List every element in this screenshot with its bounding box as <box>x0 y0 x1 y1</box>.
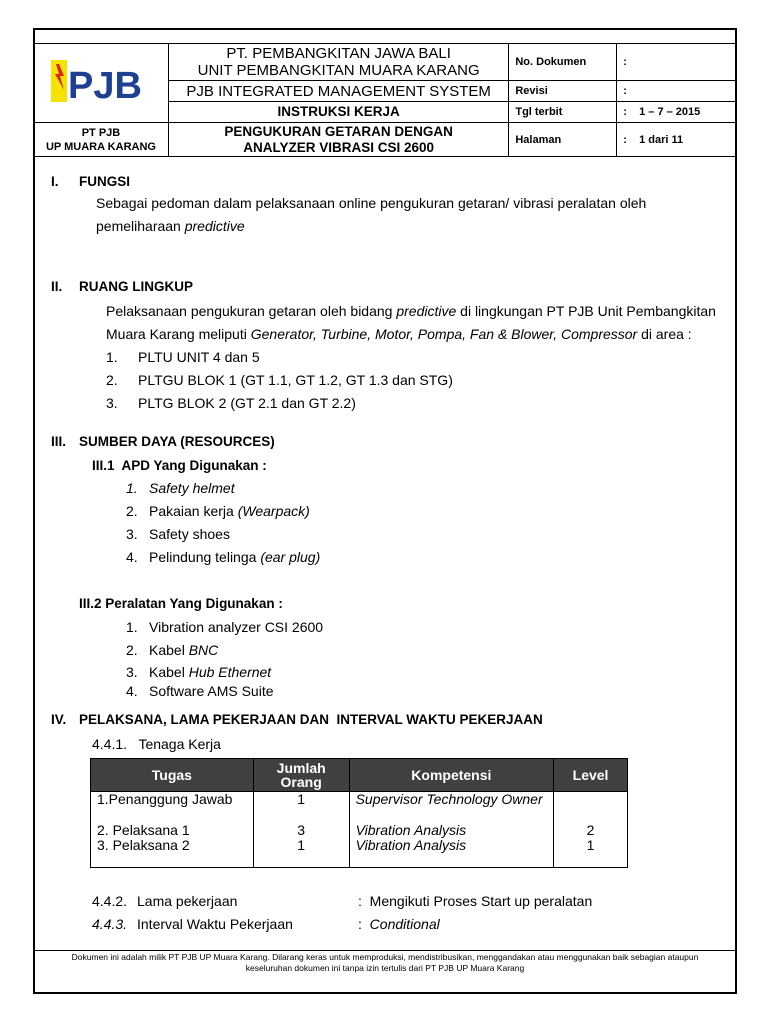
cell-level: 2 <box>554 823 628 838</box>
meta-label-revisi: Revisi <box>509 81 617 102</box>
tool-item-text: Vibration analyzer CSI 2600 <box>149 619 324 635</box>
text-run: : <box>358 916 370 932</box>
tool-item-text <box>149 664 271 680</box>
cell-level <box>554 792 628 823</box>
text-run-italic: Conditional <box>369 916 440 932</box>
text-run: di lingkungan PT PJB Unit Pembangkitan <box>456 303 716 319</box>
company-line2: UNIT PEMBANGKITAN MUARA KARANG <box>197 62 480 79</box>
logo-text: PJB <box>67 64 142 106</box>
title-line1: PENGUKURAN GETARAN DENGAN <box>224 123 453 139</box>
text-run-italic: Generator, Turbine, Motor, Pompa, Fan & Blower, Compressor <box>250 326 638 342</box>
section-2-text-line1 <box>106 303 716 319</box>
subsection-3-2-title: III.2 Peralatan Yang Digunakan : <box>79 596 283 611</box>
cell-kompetensi: Vibration Analysis <box>349 838 554 868</box>
interval-value <box>358 916 440 932</box>
text-run-italic: Hub Ethernet <box>188 664 272 680</box>
text-run: Kabel <box>149 664 189 680</box>
text-run-italic: BNC <box>188 642 219 658</box>
section-1-title: FUNGSI <box>79 174 131 189</box>
cell-tugas: 1.Penanggung Jawab <box>91 792 254 823</box>
section-3-title: SUMBER DAYA (RESOURCES) <box>79 434 275 449</box>
logo-cell <box>34 44 169 123</box>
cell-jumlah: 1 <box>253 792 349 823</box>
system-name: PJB INTEGRATED MANAGEMENT SYSTEM <box>168 81 508 102</box>
meta-label-halaman: Halaman <box>509 123 617 157</box>
section-2-number: II. <box>51 279 63 294</box>
text-run: Pelindung telinga <box>149 549 261 565</box>
subsection-4-4-1-title: 4.4.1. Tenaga Kerja <box>92 736 221 752</box>
tool-item-number: 2. <box>126 642 138 658</box>
table-row <box>91 838 628 868</box>
cell-level: 1 <box>554 838 628 868</box>
apd-item-text: Safety shoes <box>149 526 230 542</box>
meta-sep: : <box>623 56 627 68</box>
area-item-text: PLTGU BLOK 1 (GT 1.1, GT 1.2, GT 1.3 dan STG) <box>138 372 453 388</box>
table-header-row <box>91 759 628 792</box>
section-2-text-line2 <box>106 326 692 342</box>
column-header-kompetensi: Kompetensi <box>349 759 554 792</box>
section-1-text-line1: Sebagai pedoman dalam pelaksanaan online pengukuran getaran/ vibrasi peralatan oleh <box>96 195 647 211</box>
apd-item-number: 1. <box>126 480 138 496</box>
meta-value-no-dokumen <box>617 44 737 81</box>
meta-label-tgl-terbit: Tgl terbit <box>509 102 617 123</box>
text-run: Pakaian kerja <box>149 503 238 519</box>
text-run: Kabel <box>149 642 189 658</box>
interval-number: 4.4.3. <box>92 916 128 932</box>
document-header <box>33 43 737 157</box>
text-run: Muara Karang meliputi <box>106 326 251 342</box>
area-item-text: PLTU UNIT 4 dan 5 <box>138 349 260 365</box>
lama-pekerjaan-value: : Mengikuti Proses Start up peralatan <box>358 893 593 909</box>
meta-value: 1 – 7 – 2015 <box>639 106 701 118</box>
text-run-italic: (Wearpack) <box>237 503 310 519</box>
footer-line1: Dokumen ini adalah milik PT PJB UP Muara Karang. Dilarang keras untuk memproduksi, mendistribusikan, menggandakan atau menggunakan baik sebagian ataupun <box>71 952 699 962</box>
apd-item-text <box>149 549 320 565</box>
apd-item-text: Safety helmet <box>149 480 235 496</box>
apd-item-text <box>149 503 310 519</box>
footer-line2: keseluruhan dokumen ini tanpa izin tertulis dari PT PJB UP Muara Karang <box>245 963 525 973</box>
doc-type: INSTRUKSI KERJA <box>168 102 508 123</box>
meta-value: 1 dari 11 <box>639 133 684 146</box>
text-run-italic: (ear plug) <box>260 549 321 565</box>
footer-divider <box>33 950 737 951</box>
text-run-italic: predictive <box>184 218 245 234</box>
apd-item-number: 4. <box>126 549 138 565</box>
tool-item-text: Software AMS Suite <box>149 683 274 699</box>
section-1-text-line2 <box>96 218 245 234</box>
lama-pekerjaan-number: 4.4.2. <box>92 893 128 909</box>
section-4-title: PELAKSANA, LAMA PEKERJAAN DAN INTERVAL WAKTU PEKERJAAN <box>79 712 543 727</box>
subsection-3-1-title: III.1 APD Yang Digunakan : <box>92 458 267 473</box>
meta-label-no-dokumen: No. Dokumen <box>509 44 617 81</box>
document-title-cell <box>168 123 508 157</box>
cell-tugas: 2. Pelaksana 1 <box>91 823 254 838</box>
lama-pekerjaan-label: Lama pekerjaan <box>137 893 238 909</box>
table-row <box>91 792 628 823</box>
apd-item-number: 2. <box>126 503 138 519</box>
section-3-number: III. <box>51 434 67 449</box>
meta-sep: : <box>623 85 627 97</box>
interval-label: Interval Waktu Pekerjaan <box>137 916 293 932</box>
title-line2: ANALYZER VIBRASI CSI 2600 <box>243 139 435 155</box>
meta-sep: : <box>623 133 627 146</box>
cell-jumlah: 3 <box>253 823 349 838</box>
text-run: di area : <box>637 326 692 342</box>
apd-item-number: 3. <box>126 526 138 542</box>
section-2-title: RUANG LINGKUP <box>79 279 193 294</box>
unit-cell <box>34 123 169 157</box>
tool-item-number: 1. <box>126 619 138 635</box>
column-header-jumlah-orang: Jumlah Orang <box>253 759 349 792</box>
tool-item-number: 3. <box>126 664 138 680</box>
pjb-logo <box>49 56 153 106</box>
cell-kompetensi: Supervisor Technology Owner <box>349 792 554 823</box>
company-name-cell <box>168 44 508 81</box>
cell-tugas: 3. Pelaksana 2 <box>91 838 254 868</box>
meta-value-tgl-terbit <box>617 102 737 123</box>
tenaga-kerja-table <box>90 758 628 868</box>
tool-item-number: 4. <box>126 683 138 699</box>
tool-item-text <box>149 642 218 658</box>
area-item-number: 3. <box>106 395 118 411</box>
footer-disclaimer <box>33 952 737 974</box>
cell-kompetensi: Vibration Analysis <box>349 823 554 838</box>
meta-sep: : <box>623 106 627 118</box>
table-row <box>91 823 628 838</box>
area-item-number: 2. <box>106 372 118 388</box>
area-item-text: PLTG BLOK 2 (GT 2.1 dan GT 2.2) <box>138 395 356 411</box>
column-header-level: Level <box>554 759 628 792</box>
meta-value-halaman <box>617 123 737 157</box>
section-4-number: IV. <box>51 712 67 727</box>
area-item-number: 1. <box>106 349 118 365</box>
column-header-tugas: Tugas <box>91 759 254 792</box>
meta-value-revisi <box>617 81 737 102</box>
cell-jumlah: 1 <box>253 838 349 868</box>
text-run-italic: predictive <box>396 303 457 319</box>
unit-line2: UP MUARA KARANG <box>45 140 156 153</box>
company-line1: PT. PEMBANGKITAN JAWA BALI <box>226 45 451 62</box>
section-1-number: I. <box>51 174 59 189</box>
text-run: pemeliharaan <box>96 218 185 234</box>
text-run: Pelaksanaan pengukuran getaran oleh bidang <box>106 303 397 319</box>
unit-line1: PT PJB <box>81 126 121 139</box>
